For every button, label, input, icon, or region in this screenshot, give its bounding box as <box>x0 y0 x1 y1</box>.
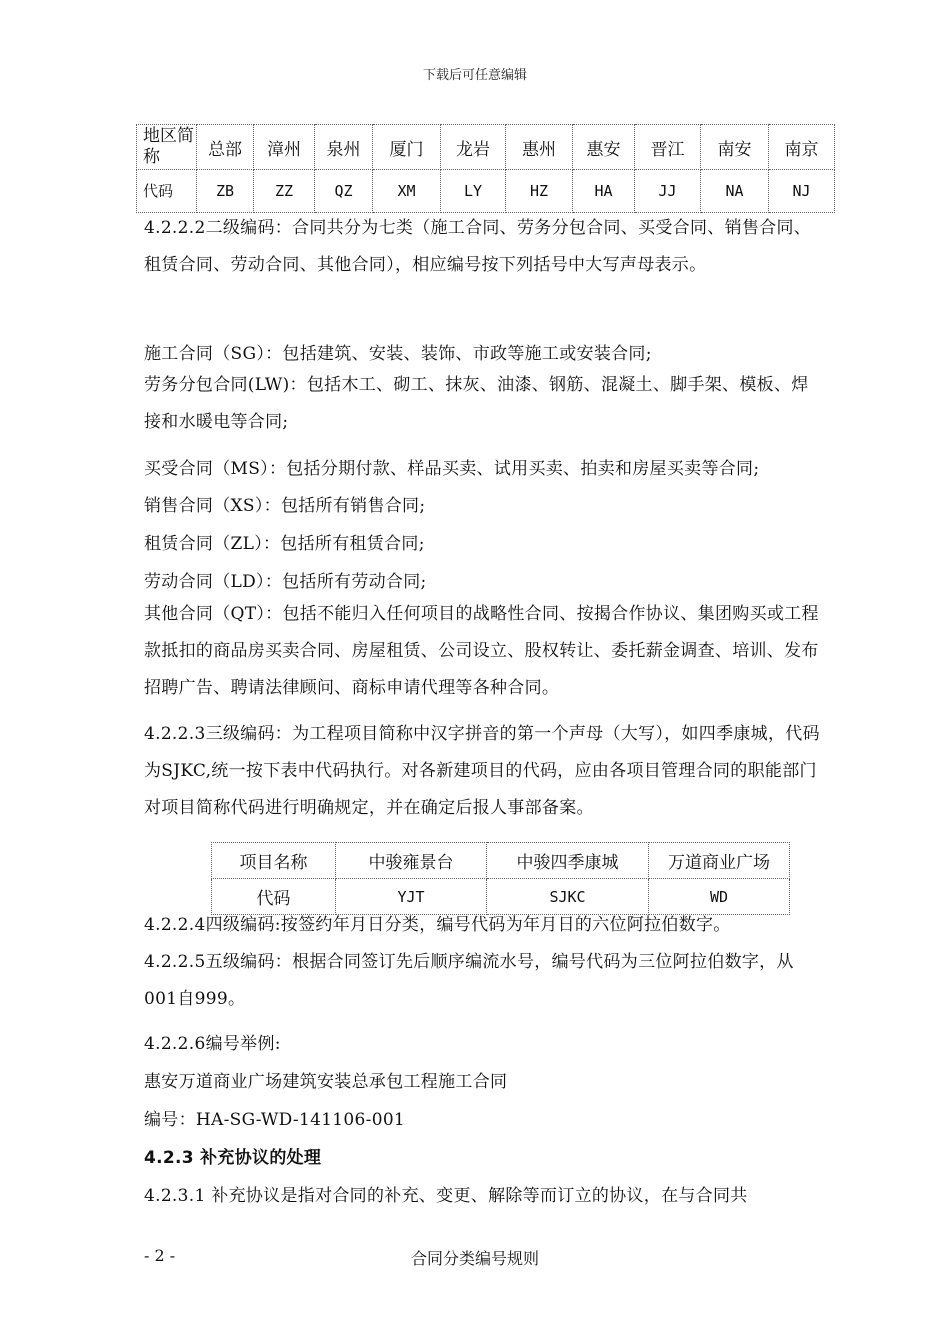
code-label-cell: 代码 <box>137 170 197 213</box>
region-code-cell: ZB <box>197 170 254 213</box>
project-name-row <box>212 843 790 879</box>
project-label-cell: 项目名称 <box>212 843 336 879</box>
region-code-cell: LY <box>441 170 506 213</box>
region-name-cell: 总部 <box>197 125 254 170</box>
region-code-cell: QZ <box>315 170 373 213</box>
project-name-cell: 万道商业广场 <box>649 843 790 879</box>
line-purchase-contract: 买受合同（MS）：包括分期付款、样品买卖、试用买卖、拍卖和房屋买卖等合同; <box>144 459 760 479</box>
line-labor-contract: 劳动合同（LD）：包括所有劳动合同; <box>144 572 427 592</box>
line-supplementary-agreement-definition: 4.2.3.1 补充协议是指对合同的补充、变更、解除等而订立的协议，在与合同共 <box>144 1186 748 1206</box>
region-code-cell: HZ <box>506 170 573 213</box>
region-code-cell: NA <box>701 170 769 213</box>
line-lease-contract: 租赁合同（ZL）：包括所有租赁合同; <box>144 534 425 554</box>
region-name-cell: 惠安 <box>573 125 635 170</box>
region-name-cell: 龙岩 <box>441 125 506 170</box>
page-header: 下载后可任意编辑 <box>422 68 527 83</box>
region-name-row <box>137 125 835 170</box>
footer-title: 合同分类编号规则 <box>410 1249 539 1268</box>
region-label-cell: 地区简称 <box>137 125 197 170</box>
project-code-cell: YJT <box>336 879 487 915</box>
region-code-cell: XM <box>373 170 441 213</box>
line-construction-contract: 施工合同（SG）：包括建筑、安装、装饰、市政等施工或安装合同; <box>144 344 652 364</box>
region-code-cell: ZZ <box>254 170 315 213</box>
section-heading-supplementary-agreement: 4.2.3 补充协议的处理 <box>144 1148 322 1168</box>
region-name-cell: 漳州 <box>254 125 315 170</box>
region-code-cell: JJ <box>635 170 701 213</box>
code-label-cell: 代码 <box>212 879 336 915</box>
project-code-table <box>211 842 790 915</box>
region-code-cell: HA <box>573 170 635 213</box>
line-example-contract-title: 惠安万道商业广场建筑安装总承包工程施工合同 <box>144 1072 508 1092</box>
line-numbering-example-heading: 4.2.2.6编号举例: <box>144 1034 281 1054</box>
region-name-cell: 泉州 <box>315 125 373 170</box>
page-number: - 2 - <box>144 1246 176 1265</box>
region-name-cell: 惠州 <box>506 125 573 170</box>
paragraph-fifth-level-code: 4.2.2.5五级编码：根据合同签订先后顺序编流水号，编号代码为三位阿拉伯数字，从001自999。 <box>144 952 794 1009</box>
region-name-cell: 南安 <box>701 125 769 170</box>
paragraph-labor-subcontract: 劳务分包合同(LW)：包括木工、砌工、抹灰、油漆、钢筋、混凝土、脚手架、模板、焊接和水暖电等合同; <box>144 375 809 432</box>
paragraph-second-level-code: 4.2.2.2二级编码：合同共分为七类（施工合同、劳务分包合同、买受合同、销售合同、租赁合同、劳动合同、其他合同），相应编号按下列括号中大写声母表示。 <box>144 218 812 275</box>
paragraph-third-level-code: 4.2.2.3三级编码：为工程项目简称中汉字拼音的第一个声母（大写），如四季康城，代码为SJKC,统一按下表中代码执行。对各新建项目的代码，应由各项目管理合同的职能部门对项目简称代码进行明确规定，并在确定后报人事部备案。 <box>144 724 820 818</box>
project-code-cell: SJKC <box>487 879 649 915</box>
region-code-row <box>137 170 835 213</box>
region-name-cell: 厦门 <box>373 125 441 170</box>
line-example-contract-code: 编号：HA-SG-WD-141106-001 <box>144 1110 406 1130</box>
line-fourth-level-code: 4.2.2.4四级编码:按签约年月日分类，编号代码为年月日的六位阿拉伯数字。 <box>144 915 731 935</box>
line-sales-contract: 销售合同（XS）：包括所有销售合同; <box>144 496 426 516</box>
region-name-cell: 晋江 <box>635 125 701 170</box>
project-name-cell: 中骏四季康城 <box>487 843 649 879</box>
region-code-table <box>136 124 835 213</box>
project-code-cell: WD <box>649 879 790 915</box>
paragraph-other-contract: 其他合同（QT）：包括不能归入任何项目的战略性合同、按揭合作协议、集团购买或工程款抵扣的商品房买卖合同、房屋租赁、公司设立、股权转让、委托薪金调查、培训、发布招聘广告、聘请法律顾问、商标申请代理等各种合同。 <box>144 604 819 698</box>
region-code-cell: NJ <box>769 170 835 213</box>
region-name-cell: 南京 <box>769 125 835 170</box>
project-name-cell: 中骏雍景台 <box>336 843 487 879</box>
